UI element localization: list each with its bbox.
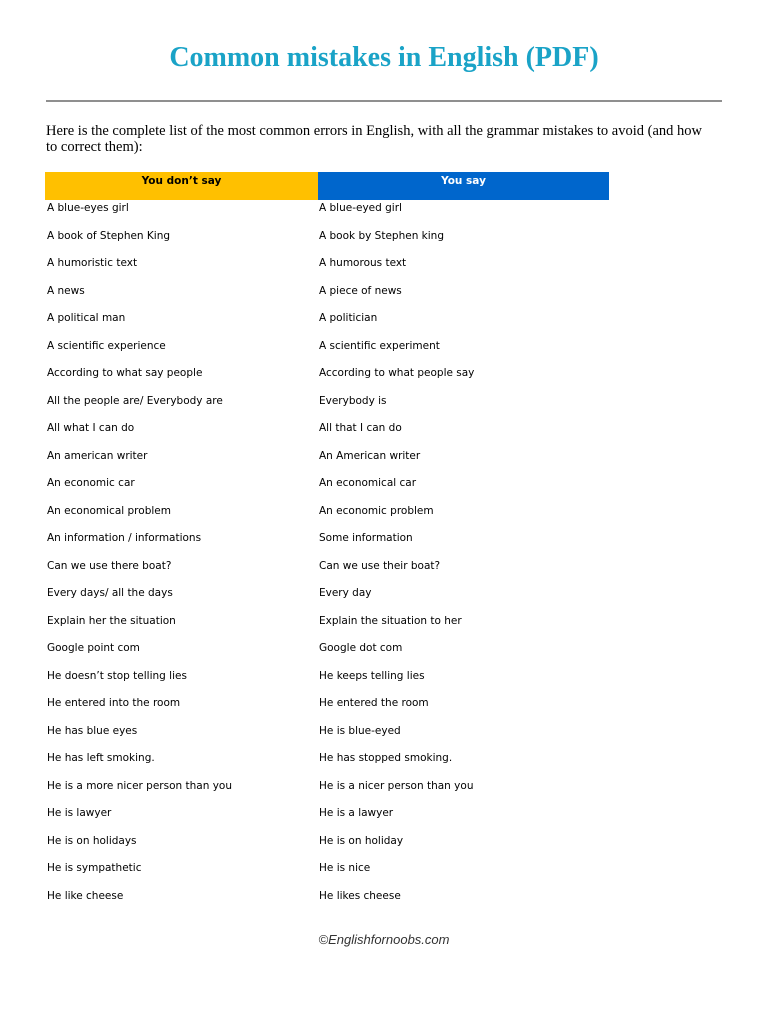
table-row <box>0 553 768 581</box>
table-row <box>0 690 768 718</box>
correct-phrase: An American writer <box>319 449 421 462</box>
correct-phrase: A humorous text <box>319 257 407 269</box>
wrong-phrase: According to what say people <box>47 367 203 379</box>
wrong-phrase: Every days/ all the days <box>47 587 173 599</box>
table-row <box>0 250 768 278</box>
correct-phrase: Some information <box>319 532 413 544</box>
correct-phrase: Every day <box>319 587 372 599</box>
table-row <box>0 855 768 883</box>
footer-copyright: ©Englishfornoobs.com <box>318 932 450 947</box>
intro-paragraph: Here is the complete list of the most common errors in English, with all the grammar mistakes to avoid (and how to correct them): <box>46 123 702 155</box>
header-you-say: You say <box>318 172 609 200</box>
wrong-phrase: A news <box>47 284 85 297</box>
table-row <box>0 443 768 471</box>
correct-phrase: Everybody is <box>319 394 387 407</box>
wrong-phrase: He entered into the room <box>47 697 181 709</box>
wrong-phrase: He has left smoking. <box>47 752 155 764</box>
correct-phrase: Can we use their boat? <box>319 559 441 572</box>
table-row <box>0 525 768 553</box>
table-row <box>0 278 768 306</box>
table-row <box>0 800 768 828</box>
wrong-phrase: A book of Stephen King <box>47 229 171 242</box>
correct-phrase: He is nice <box>319 862 371 874</box>
wrong-phrase: An american writer <box>47 449 148 462</box>
wrong-phrase: He like cheese <box>47 889 124 902</box>
table-row <box>0 333 768 361</box>
table-row <box>0 360 768 388</box>
correct-phrase: He is on holiday <box>319 834 404 847</box>
mistakes-table <box>0 195 768 910</box>
table-row <box>0 663 768 691</box>
wrong-phrase: An information / informations <box>47 532 202 544</box>
correct-phrase: Google dot com <box>319 642 403 654</box>
correct-phrase: Explain the situation to her <box>319 614 462 627</box>
table-row <box>0 195 768 223</box>
correct-phrase: He entered the room <box>319 697 429 709</box>
correct-phrase: According to what people say <box>319 367 475 379</box>
correct-phrase: An economic problem <box>319 504 434 517</box>
table-row <box>0 773 768 801</box>
table-row <box>0 718 768 746</box>
wrong-phrase: An economical problem <box>47 504 171 517</box>
table-row <box>0 608 768 636</box>
wrong-phrase: Explain her the situation <box>47 614 176 627</box>
table-row <box>0 635 768 663</box>
correct-phrase: A blue-eyed girl <box>319 202 402 214</box>
wrong-phrase: An economic car <box>47 477 135 489</box>
wrong-phrase: All the people are/ Everybody are <box>47 394 223 407</box>
correct-phrase: He is a lawyer <box>319 807 394 819</box>
table-row <box>0 580 768 608</box>
wrong-phrase: He is a more nicer person than you <box>47 779 233 792</box>
correct-phrase: An economical car <box>319 477 417 489</box>
wrong-phrase: He is lawyer <box>47 807 112 819</box>
wrong-phrase: A political man <box>47 312 126 324</box>
correct-phrase: A piece of news <box>319 284 402 297</box>
title-divider <box>46 100 722 102</box>
table-row <box>0 470 768 498</box>
correct-phrase: All that I can do <box>319 422 402 434</box>
table-row <box>0 388 768 416</box>
correct-phrase: He has stopped smoking. <box>319 752 453 764</box>
correct-phrase: He is a nicer person than you <box>319 779 474 792</box>
table-row <box>0 305 768 333</box>
wrong-phrase: He is sympathetic <box>47 862 142 874</box>
table-row <box>0 415 768 443</box>
wrong-phrase: All what I can do <box>47 422 135 434</box>
wrong-phrase: He doesn’t stop telling lies <box>47 669 187 682</box>
table-row <box>0 828 768 856</box>
correct-phrase: He likes cheese <box>319 889 401 902</box>
table-row <box>0 745 768 773</box>
table-row <box>0 498 768 526</box>
correct-phrase: He is blue-eyed <box>319 724 401 737</box>
correct-phrase: A book by Stephen king <box>319 229 445 242</box>
wrong-phrase: A scientific experience <box>47 339 166 352</box>
wrong-phrase: He is on holidays <box>47 834 137 847</box>
wrong-phrase: Can we use there boat? <box>47 559 172 572</box>
document-title: Common mistakes in English (PDF) <box>169 42 599 73</box>
wrong-phrase: He has blue eyes <box>47 724 138 737</box>
header-you-dont-say: You don’t say <box>45 172 318 200</box>
wrong-phrase: Google point com <box>47 642 140 654</box>
correct-phrase: He keeps telling lies <box>319 669 425 682</box>
table-row <box>0 223 768 251</box>
correct-phrase: A politician <box>319 312 378 324</box>
wrong-phrase: A humoristic text <box>47 257 138 269</box>
wrong-phrase: A blue-eyes girl <box>47 202 129 214</box>
table-row <box>0 883 768 911</box>
correct-phrase: A scientific experiment <box>319 339 440 352</box>
